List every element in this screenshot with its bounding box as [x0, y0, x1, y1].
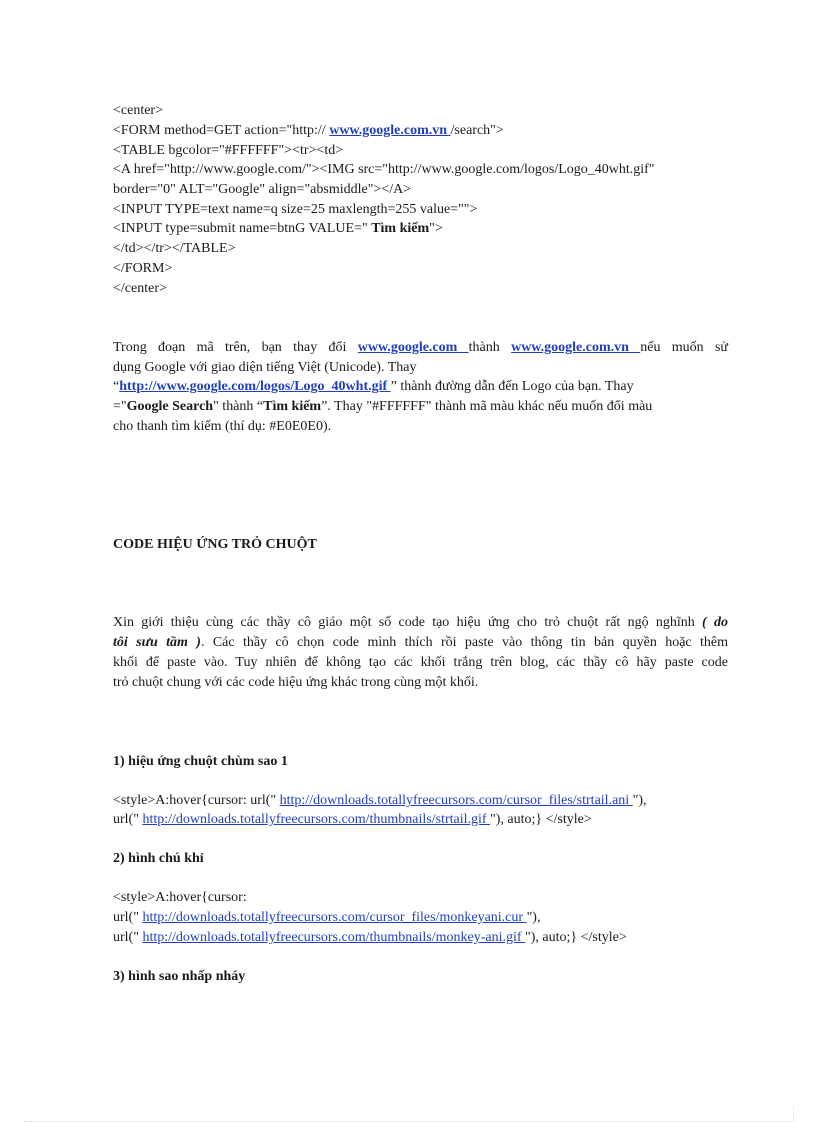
google-logo-link[interactable]: http://www.google.com/logos/Logo_40wht.gif: [119, 379, 391, 394]
instruction-line-2: [113, 358, 416, 377]
code-text: url(": [113, 910, 143, 925]
bold-text: Tìm kiếm: [263, 399, 322, 414]
code-text: <INPUT type=submit name=btnG VALUE=": [113, 221, 372, 236]
intro-line-1: [113, 613, 728, 632]
code-line-table-close: [113, 239, 235, 258]
effect-2-code-line-2: [113, 908, 540, 927]
effect-1-code-line-1: [113, 791, 647, 810]
paragraph-text: “: [113, 379, 120, 394]
code-line-input-submit: [113, 219, 443, 238]
google-com-link[interactable]: www.google.com: [357, 340, 469, 355]
code-text: "),: [632, 793, 647, 808]
google-com-vn-link[interactable]: www.google.com.vn: [511, 340, 641, 355]
paragraph-text: thành: [468, 340, 512, 355]
paragraph-text: trỏ chuột chung với các code hiệu ứng khác trong cùng một khối.: [113, 675, 479, 690]
instruction-line-3: [113, 377, 634, 396]
code-text: /search">: [450, 123, 504, 138]
paragraph-text: ” thành đường dẫn đến Logo của bạn. Thay: [390, 379, 634, 394]
monkeyani-cur-link[interactable]: http://downloads.totallyfreecursors.com/cursor_files/monkeyani.cur: [142, 910, 527, 925]
code-text: <style>A:hover{cursor:: [113, 890, 247, 905]
subheading-text: 1) hiệu ứng chuột chùm sao 1: [113, 754, 288, 769]
code-text: "), auto;} </style>: [525, 930, 627, 945]
effect-1-code-line-2: [113, 810, 592, 829]
monkey-ani-gif-link[interactable]: http://downloads.totallyfreecursors.com/thumbnails/monkey-ani.gif: [142, 930, 526, 945]
paragraph-text: Trong đoạn mã trên, bạn thay đổi: [113, 340, 358, 355]
code-line-img: [113, 160, 655, 179]
effect-2-code-line-3: [113, 928, 627, 947]
code-text: </FORM>: [113, 261, 173, 276]
effect-1-title: [113, 752, 288, 771]
code-line-input-text: [113, 200, 477, 219]
code-bold-text: Tìm kiếm: [371, 221, 430, 236]
code-text: <TABLE bgcolor="#FFFFFF"><tr><td>: [113, 143, 344, 158]
paragraph-text: Xin giới thiệu cùng các thầy cô giáo một số code tạo hiệu ứng cho trỏ chuột rất ngộ nghĩnh: [113, 615, 703, 630]
subheading-text: 3) hình sao nhấp nháy: [113, 969, 246, 984]
code-line-img-attrs: [113, 180, 411, 199]
instruction-line-1: [113, 338, 728, 357]
code-text: border="0" ALT="Google" align="absmiddle"></A>: [113, 182, 412, 197]
bold-text: Google Search: [126, 399, 214, 414]
paragraph-text: nếu muốn sử: [640, 340, 729, 355]
paragraph-text: dụng Google với giao diện tiếng Việt (Unicode). Thay: [113, 360, 417, 375]
heading-text: CODE HIỆU ỨNG TRỎ CHUỘT: [113, 537, 317, 552]
code-text: <center>: [113, 103, 163, 118]
code-text: "),: [526, 910, 541, 925]
bold-italic-text: ( do: [702, 615, 728, 630]
code-line-form-close: [113, 259, 172, 278]
paragraph-text: . Các thầy cô chọn code mình thích rồi paste vào thông tin bản quyền hoặc thêm: [200, 635, 729, 650]
intro-line-3: [113, 653, 728, 672]
bold-italic-text: tôi sưu tầm ): [113, 635, 201, 650]
code-line-form: [113, 121, 504, 140]
intro-line-4: [113, 673, 478, 692]
paragraph-text: cho thanh tìm kiếm (thí dụ: #E0E0E0).: [113, 419, 332, 434]
instruction-line-5: [113, 417, 331, 436]
paragraph-text: " thành “: [213, 399, 264, 414]
code-text: </td></tr></TABLE>: [113, 241, 236, 256]
strtail-gif-link[interactable]: http://downloads.totallyfreecursors.com/thumbnails/strtail.gif: [142, 812, 491, 827]
code-text: <FORM method=GET action="http://: [113, 123, 330, 138]
code-text: </center>: [113, 281, 167, 296]
code-text: url(": [113, 812, 143, 827]
google-vn-link[interactable]: www.google.com.vn: [329, 123, 451, 138]
code-text: "), auto;} </style>: [490, 812, 592, 827]
code-line-center-close: [113, 279, 167, 298]
page-corner-mark: [793, 1106, 795, 1121]
paragraph-text: =": [113, 399, 127, 414]
effect-2-code-line-1: [113, 888, 247, 907]
effect-2-title: [113, 849, 204, 868]
code-text: ">: [429, 221, 443, 236]
paragraph-text: ”. Thay "#FFFFFF" thành mã màu khác nếu muốn đổi màu: [321, 399, 653, 414]
code-text: <A href="http://www.google.com/"><IMG src="http://www.google.com/logos/Logo_40wht.gif": [113, 162, 655, 177]
instruction-line-4: [113, 397, 652, 416]
section-heading: [113, 535, 317, 554]
code-text: url(": [113, 930, 143, 945]
intro-line-2: [113, 633, 728, 652]
paragraph-text: khối để paste vào. Tuy nhiên để không tạo các khối trắng trên blog, các thầy cô hãy paste code: [113, 655, 728, 670]
effect-3-title: [113, 967, 245, 986]
code-text: <style>A:hover{cursor: url(": [113, 793, 280, 808]
subheading-text: 2) hình chú khỉ: [113, 851, 204, 866]
code-text: <INPUT TYPE=text name=q size=25 maxlength=255 value="">: [113, 202, 478, 217]
code-line-center-open: [113, 101, 163, 120]
code-line-table: [113, 141, 343, 160]
page-bottom-rule: [24, 1121, 792, 1122]
strtail-ani-link[interactable]: http://downloads.totallyfreecursors.com/cursor_files/strtail.ani: [279, 793, 633, 808]
